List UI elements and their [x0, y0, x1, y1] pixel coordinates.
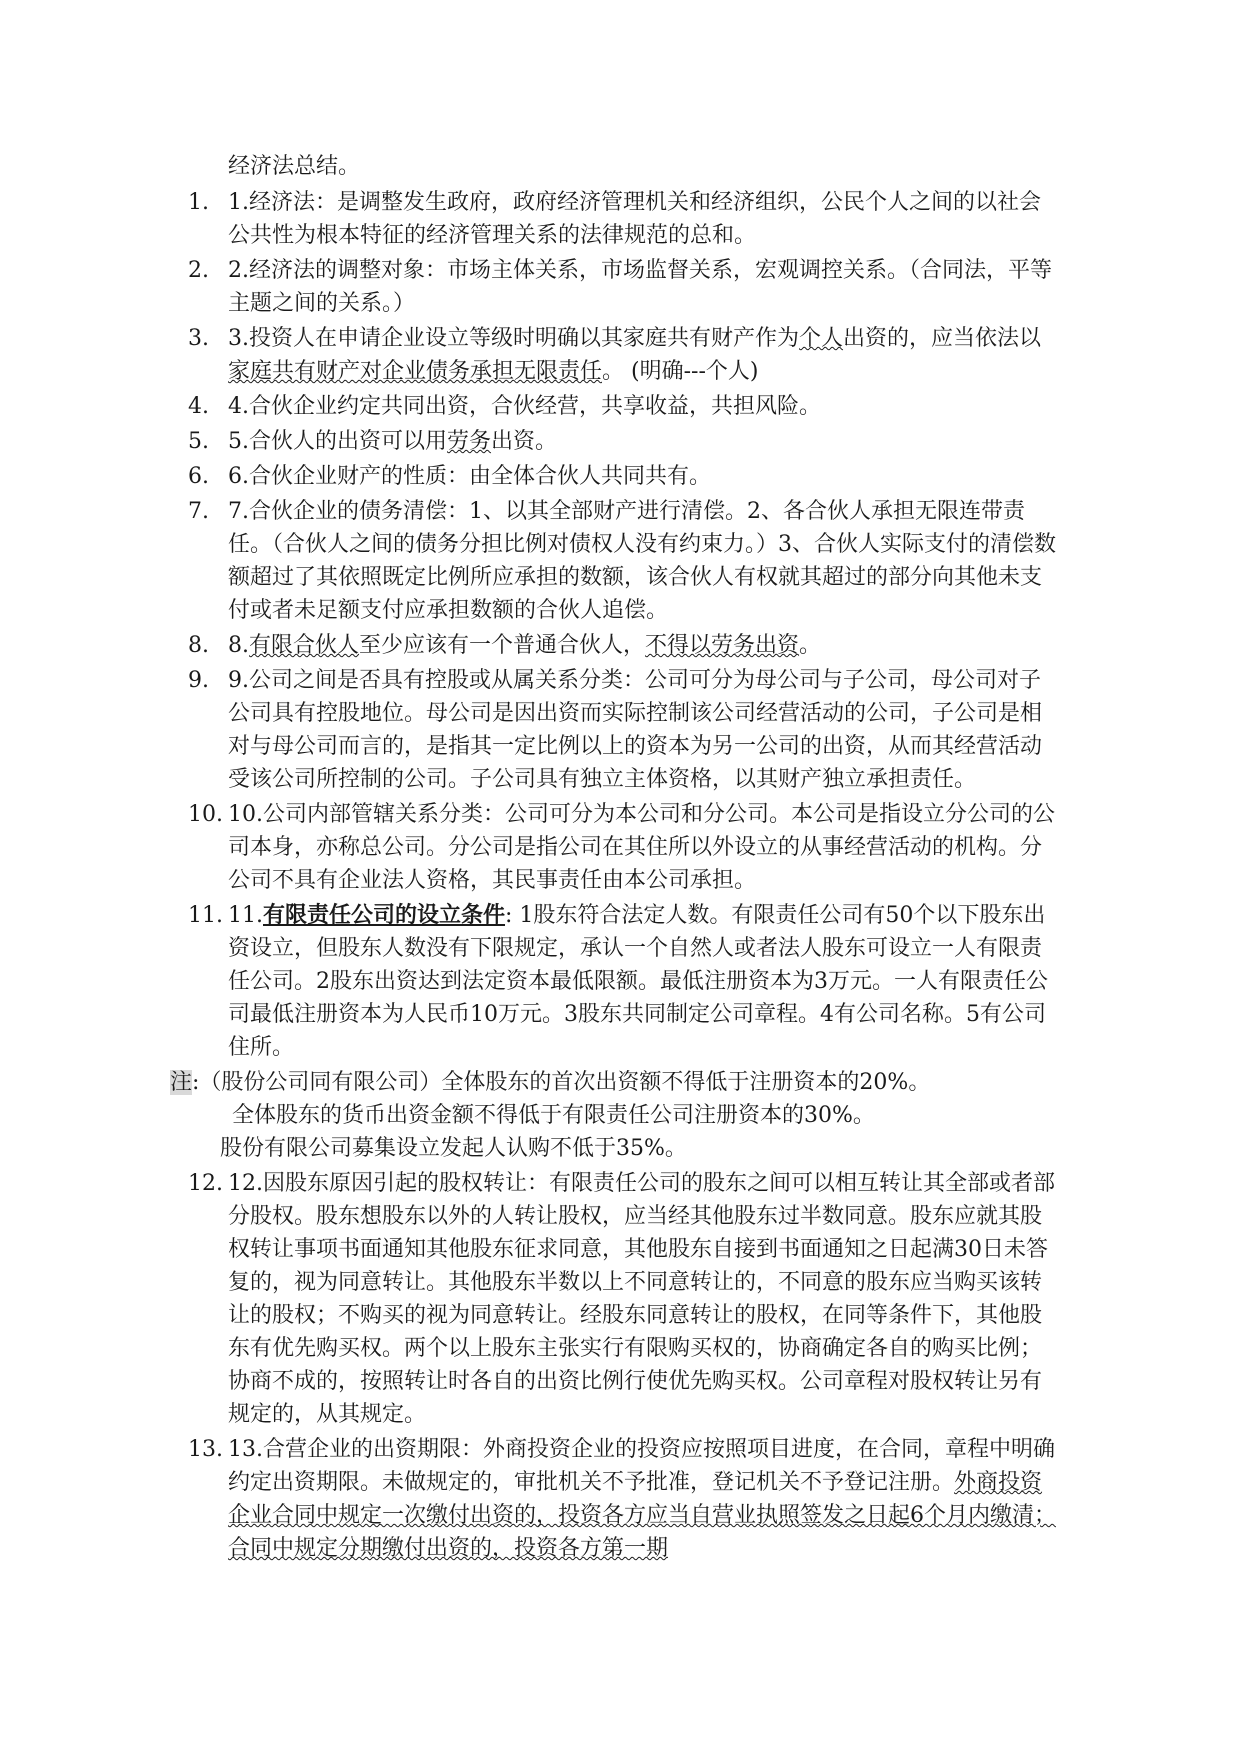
list-item — [188, 390, 1058, 423]
list-item-text: 1.经济法：是调整发生政府，政府经济管理机关和经济组织，公民个人之间的以社会公共性为根本特征的经济管理关系的法律规范的总和。 — [228, 190, 1041, 248]
list-item — [188, 629, 1058, 662]
list-item — [188, 899, 1058, 1064]
list-item-text: 10.公司内部管辖关系分类：公司可分为本公司和分公司。本公司是指设立分公司的公司本身，亦称总公司。分公司是指公司在其住所以外设立的从事经营活动的机构。分公司不具有企业法人资格，其民事责任由本公司承担。 — [228, 802, 1055, 893]
list-item-number: 2. — [188, 258, 209, 283]
note-line: 股份有限公司募集设立发起人认购不低于35%。 — [220, 1136, 687, 1161]
list-item — [188, 460, 1058, 493]
list-item-text: 4.合伙企业约定共同出资，合伙经营，共享收益，共担风险。 — [228, 394, 821, 419]
list-item-text: 劳务 — [447, 429, 492, 454]
note-block — [170, 1066, 1058, 1165]
list-item-number: 8. — [188, 633, 209, 658]
list-item-text: 6.合伙企业财产的性质：由全体合伙人共同共有。 — [228, 464, 711, 489]
list-item-text: 2.经济法的调整对象：市场主体关系，市场监督关系，宏观调控关系。（合同法，平等主题之间的关系。） — [228, 258, 1052, 316]
list-item-text: 外商投资企业合同中规定一次缴付出资的，投资各方应当自营业执照签发之日起6个月内缴清；合同中规定分期缴付出资的，投资各方第一期 — [228, 1470, 1056, 1561]
list-item-text: 有限责任公司的设立条件 — [263, 902, 506, 928]
list-item-text: 12.因股东原因引起的股权转让：有限责任公司的股东之间可以相互转让其全部或者部分股权。股东想股东以外的人转让股权，应当经其他股东过半数同意。股东应就其股权转让事项书面通知其他股东征求同意，其他股东自接到书面通知之日起满30日未答复的，视为同意转让。其他股东半数以上不同意转让的，不同意的股东应当购买该转让的股权；不购买的视为同意转让。经股东同意转让的股权，在同等条件下，其他股东有优先购买权。两个以上股东主张实行有限购买权的，协商确定各自的购买比例；协商不成的，按照转让时各自的出资比例行使优先购买权。公司章程对股权转让另有规定的，从其规定。 — [228, 1171, 1055, 1427]
list-item — [188, 425, 1058, 458]
list-item — [188, 1433, 1058, 1565]
list-item-text: 9.公司之间是否具有控股或从属关系分类：公司可分为母公司与子公司，母公司对子公司具有控股地位。母公司是因出资而实际控制该公司经营活动的公司，子公司是相对与母公司而言的，是指其一定比例以上的资本为另一公司的出资，从而其经营活动受该公司所控制的公司。子公司具有独立主体资格，以其财产独立承担责任。 — [228, 668, 1043, 792]
list-item — [188, 495, 1058, 627]
list-item-number: 13. — [188, 1437, 223, 1462]
list-item-number: 3. — [188, 326, 209, 351]
list-item-text: 至少应该有一个普通合伙人， — [359, 633, 646, 658]
list-item-text: 。 (明确---个人) — [602, 359, 759, 384]
list-item-text: 7.合伙企业的债务清偿：1、以其全部财产进行清偿。2、各合伙人承担无限连带责任。（合伙人之间的债务分担比例对债权人没有约束力。）3、合伙人实际支付的清偿数额超过了其依照既定比例所应承担的数额，该合伙人有权就其超过的部分向其他未支付或者未足额支付应承担数额的合伙人追偿。 — [228, 499, 1056, 623]
list-item-text: 13.合营企业的出资期限：外商投资企业的投资应按照项目进度，在合同，章程中明确约定出资期限。未做规定的，审批机关不予批准，登记机关不予登记注册。 — [228, 1437, 1055, 1495]
list-item-text: 8. — [228, 633, 249, 658]
list-item-number: 11. — [188, 903, 223, 928]
list-item-text: 出资。 — [491, 429, 558, 454]
list-item-text: 有限合伙人 — [249, 633, 360, 658]
list-item-text: 3.投资人在申请企业设立等级时明确以其家庭共有财产作为 — [228, 326, 799, 351]
note-mark: 注 — [170, 1070, 193, 1095]
list-item-number: 9. — [188, 668, 209, 693]
list-item-number: 6. — [188, 464, 209, 489]
list-item-number: 1. — [188, 190, 209, 215]
list-item — [188, 664, 1058, 796]
list-item — [188, 798, 1058, 897]
list-item-text: 不得以劳务出资 — [645, 633, 800, 658]
list-item-number: 5. — [188, 429, 209, 454]
list-item-text: 家庭共有财产对企业债务承担无限责任 — [228, 359, 603, 384]
document-title: 经济法总结。 — [228, 154, 361, 179]
note-text: :（股份公司同有限公司）全体股东的首次出资额不得低于注册资本的20%。 — [192, 1070, 931, 1095]
list-item-text: 个人 — [799, 326, 844, 351]
list-item-text: 。 — [799, 633, 822, 658]
list-item-text: 出资的，应当依法以 — [843, 326, 1042, 351]
numbered-list — [170, 186, 1058, 1567]
note-line: 全体股东的货币出资金额不得低于有限责任公司注册资本的30%。 — [232, 1103, 875, 1128]
note-line — [170, 1066, 1058, 1099]
list-item-number: 4. — [188, 394, 209, 419]
list-item — [188, 1167, 1058, 1431]
list-item-number: 10. — [188, 802, 223, 827]
list-item-text: 11. — [228, 903, 263, 928]
list-item — [188, 322, 1058, 388]
list-item-text: 5.合伙人的出资可以用 — [228, 429, 447, 454]
list-item — [188, 186, 1058, 252]
list-item-number: 12. — [188, 1171, 223, 1196]
list-item — [188, 254, 1058, 320]
list-item-number: 7. — [188, 499, 209, 524]
list-item-text: : 1股东符合法定人数。有限责任公司有50个以下股东出资设立，但股东人数没有下限规定，承认一个自然人或者法人股东可设立一人有限责任公司。2股东出资达到法定资本最低限额。最低注册资本为3万元。一人有限责任公司最低注册资本为人民币10万元。3股东共同制定公司章程。4有公司名称。5有公司住所。 — [228, 903, 1048, 1060]
